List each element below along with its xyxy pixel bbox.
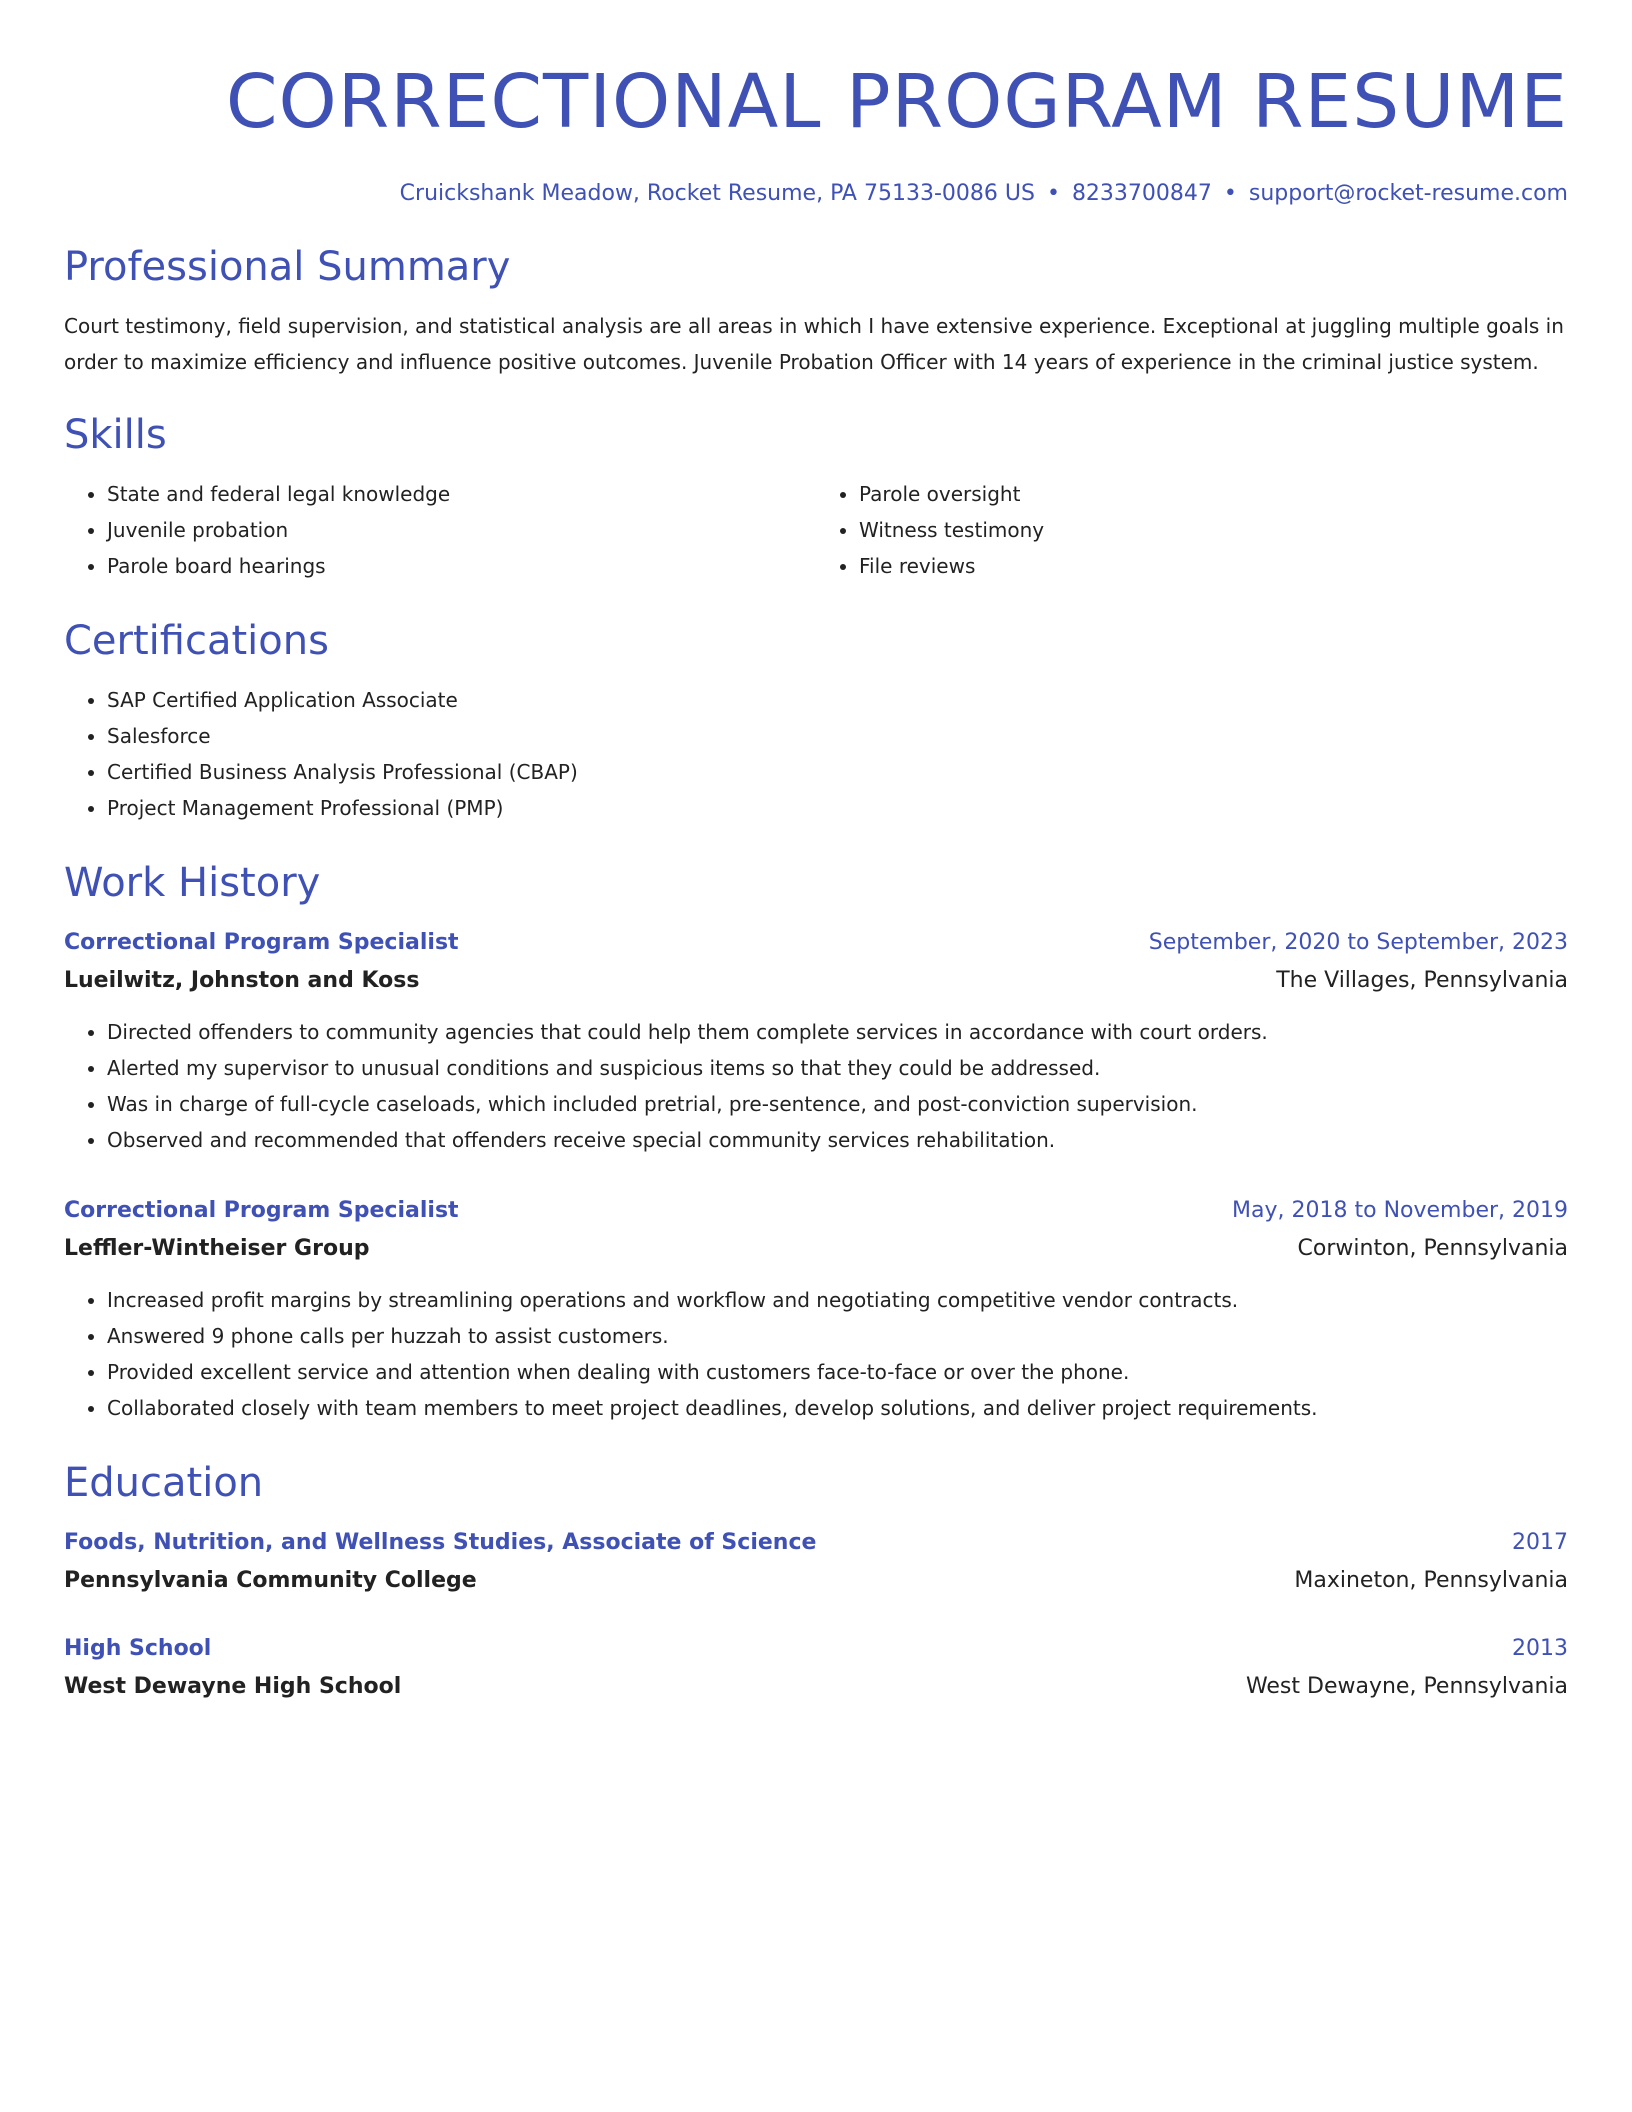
job-duty-item: • Alerted my supervisor to unusual conditions and suspicious items so that they could be addressed.	[107, 1050, 1568, 1086]
job-title: Correctional Program Specialist	[64, 930, 459, 955]
job-company-row	[64, 962, 1568, 1000]
skill-item: • Parole oversight	[859, 476, 1568, 512]
education-location: Maxineton, Pennsylvania	[1294, 1568, 1568, 1593]
education-degree: Foods, Nutrition, and Wellness Studies, Associate of Science	[64, 1530, 817, 1555]
skills-list-right	[816, 476, 1568, 584]
skill-item: • File reviews	[859, 548, 1568, 584]
skill-item: • Witness testimony	[859, 512, 1568, 548]
education-heading: Education	[64, 1460, 264, 1506]
job-entry	[64, 924, 1568, 1158]
job-company: Leffler-Wintheiser Group	[64, 1236, 370, 1261]
education-location: West Dewayne, Pennsylvania	[1245, 1674, 1568, 1699]
job-duty-item: • Increased profit margins by streamlining operations and workflow and negotiating competitive vendor contracts.	[107, 1282, 1568, 1318]
job-company: Lueilwitz, Johnston and Koss	[64, 968, 420, 993]
skill-item: • Juvenile probation	[107, 512, 816, 548]
job-title-row	[64, 924, 1568, 962]
summary-section	[64, 240, 1568, 380]
contact-address: Cruickshank Meadow, Rocket Resume, PA 75133-0086 US	[399, 181, 1035, 206]
job-duties-list	[64, 1282, 1568, 1426]
job-location: Corwinton, Pennsylvania	[1297, 1236, 1568, 1261]
education-school: West Dewayne High School	[64, 1674, 402, 1699]
job-duties-list	[64, 1014, 1568, 1158]
summary-heading: Professional Summary	[64, 244, 511, 290]
education-school-row	[64, 1562, 1568, 1600]
education-degree-row	[64, 1524, 1568, 1562]
education-degree-row	[64, 1630, 1568, 1668]
education-school: Pennsylvania Community College	[64, 1568, 477, 1593]
job-duty-item: • Observed and recommended that offenders receive special community services rehabilitation.	[107, 1122, 1568, 1158]
job-duty-item: • Directed offenders to community agencies that could help them complete services in accordance with court orders.	[107, 1014, 1568, 1050]
skills-column-right	[816, 476, 1568, 584]
education-year: 2017	[1512, 1530, 1568, 1555]
education-school-row	[64, 1668, 1568, 1706]
resume-header	[64, 48, 1568, 210]
skills-section	[64, 408, 1568, 584]
skills-heading: Skills	[64, 412, 167, 458]
skill-item: • Parole board hearings	[107, 548, 816, 584]
certifications-section	[64, 614, 1568, 826]
certifications-heading: Certifications	[64, 618, 329, 664]
contact-separator: •	[1223, 181, 1237, 206]
skill-item: • State and federal legal knowledge	[107, 476, 816, 512]
certification-item: • Salesforce	[107, 718, 1568, 754]
job-dates: May, 2018 to November, 2019	[1232, 1198, 1568, 1223]
work-history-heading: Work History	[64, 860, 321, 906]
skills-column-left	[64, 476, 816, 584]
certification-item: • Project Management Professional (PMP)	[107, 790, 1568, 826]
education-entry	[64, 1524, 1568, 1600]
certification-item: • Certified Business Analysis Professional (CBAP)	[107, 754, 1568, 790]
resume-title: CORRECTIONAL PROGRAM RESUME	[225, 59, 1568, 145]
certification-item: • SAP Certified Application Associate	[107, 682, 1568, 718]
certifications-list	[64, 682, 1568, 826]
summary-text: Court testimony, field supervision, and statistical analysis are all areas in which I have extensive experience. Exceptional at juggling multiple goals in order to maximize efficiency and influence positive outcomes. Juvenile Probation Officer with 14 years of experience in the criminal justice system.	[64, 314, 1564, 374]
job-duty-item: • Answered 9 phone calls per huzzah to assist customers.	[107, 1318, 1568, 1354]
contact-email: support@rocket-resume.com	[1248, 181, 1568, 206]
job-dates: September, 2020 to September, 2023	[1148, 930, 1568, 955]
education-degree: High School	[64, 1636, 212, 1661]
contact-separator: •	[1046, 181, 1060, 206]
job-title: Correctional Program Specialist	[64, 1198, 459, 1223]
job-location: The Villages, Pennsylvania	[1276, 968, 1568, 993]
education-section	[64, 1456, 1568, 1706]
job-title-row	[64, 1192, 1568, 1230]
job-duty-item: • Was in charge of full-cycle caseloads, which included pretrial, pre-sentence, and post-conviction supervision.	[107, 1086, 1568, 1122]
education-entry	[64, 1630, 1568, 1706]
job-duty-item: • Provided excellent service and attention when dealing with customers face-to-face or over the phone.	[107, 1354, 1568, 1390]
job-entry	[64, 1192, 1568, 1426]
contact-line	[64, 178, 1568, 210]
work-history-section	[64, 856, 1568, 1426]
skills-list-left	[64, 476, 816, 584]
contact-phone: 8233700847	[1071, 181, 1212, 206]
job-company-row	[64, 1230, 1568, 1268]
job-duty-item: • Collaborated closely with team members to meet project deadlines, develop solutions, and deliver project requirements.	[107, 1390, 1568, 1426]
education-year: 2013	[1512, 1636, 1568, 1661]
skills-grid	[64, 476, 1568, 584]
